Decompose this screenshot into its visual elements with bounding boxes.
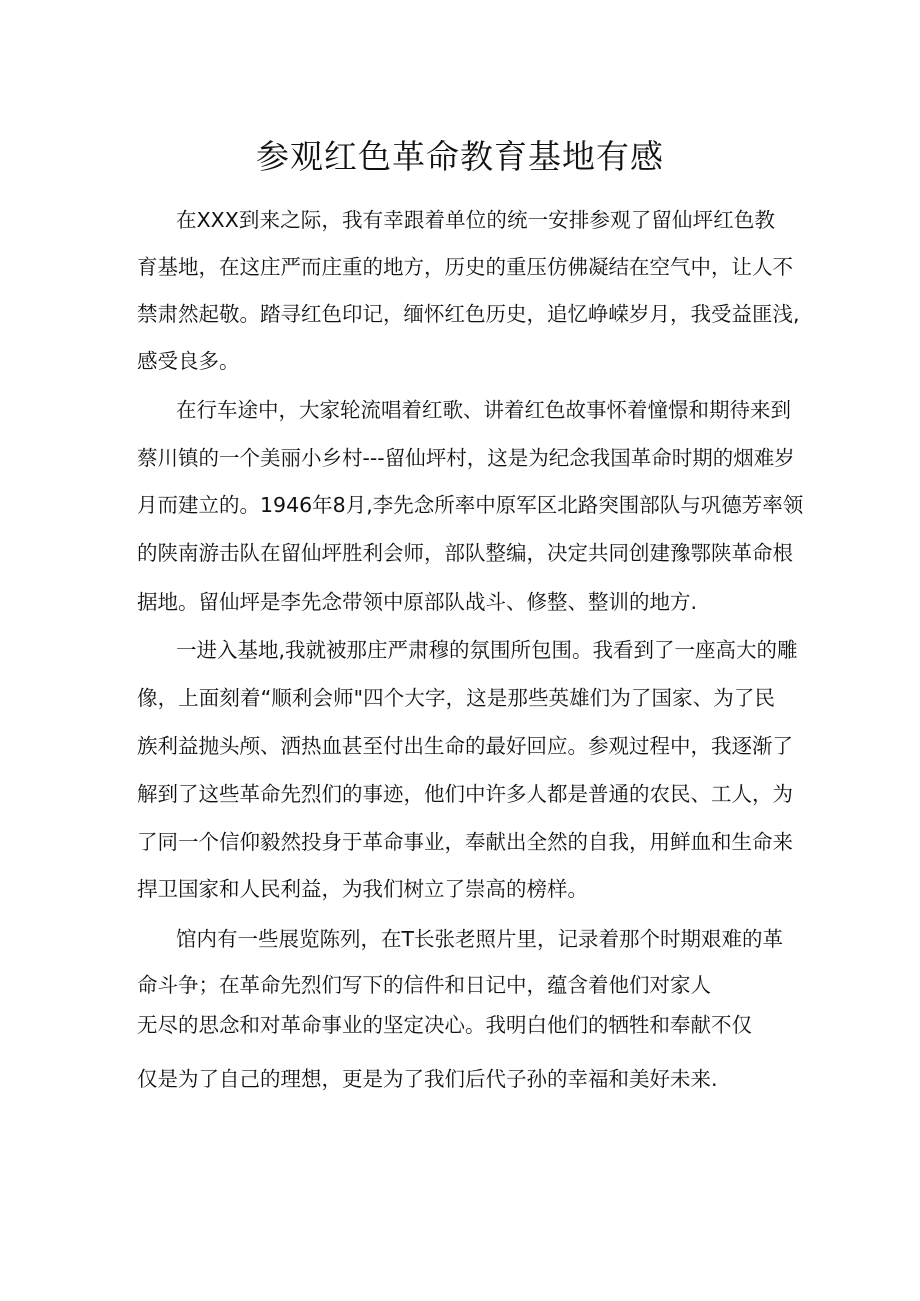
paragraph-4-line-1: 馆内有一些展览陈列，在T长张老照片里，记录着那个时期艰难的革 — [176, 927, 784, 951]
paragraph-3-line-6: 捍卫国家和人民利益，为我们树立了崇高的榜样。 — [137, 877, 588, 901]
paragraph-4-line-3: 无尽的思念和对革命事业的坚定决心。我明白他们的牺牲和奉献不仅 — [137, 1013, 752, 1037]
paragraph-2-line-5: 据地。留仙坪是李先念带领中原部队战斗、修整、整训的地方. — [137, 590, 698, 614]
paragraph-1-line-3: 禁肃然起敬。踏寻红色印记，缅怀红色历史，追忆峥嵘岁月，我受益匪浅, — [137, 302, 800, 326]
paragraph-3-line-2: 像，上面刻着“顺利会师"四个大字，这是那些英雄们为了国家、为了民 — [137, 686, 775, 710]
paragraph-2-line-2: 蔡川镇的一个美丽小乡村---留仙坪村，这是为纪念我国革命时期的烟难岁 — [137, 446, 795, 470]
paragraph-4-line-4: 仅是为了自己的理想，更是为了我们后代子孙的幸福和美好未来. — [137, 1067, 718, 1091]
paragraph-2-line-4: 的陕南游击队在留仙坪胜利会师，部队整编，决定共同创建豫鄂陕革命根 — [137, 541, 793, 565]
paragraph-1-line-4: 感受良多。 — [137, 349, 240, 373]
paragraph-1-line-2: 育基地，在这庄严而庄重的地方，历史的重压仿佛凝结在空气中，让人不 — [137, 255, 793, 279]
paragraph-3-line-3: 族利益抛头颅、洒热血甚至付出生命的最好回应。参观过程中，我逐渐了 — [137, 734, 793, 758]
paragraph-3-line-4: 解到了这些革命先烈们的事迹，他们中许多人都是普通的农民、工人，为 — [137, 782, 793, 806]
paragraph-2-line-3: 月而建立的。1946年8月,李先念所率中原军区北路突围部队与巩德芳率领 — [137, 493, 804, 517]
paragraph-1-line-1: 在XXX到来之际，我有幸跟着单位的统一安排参观了留仙坪红色教 — [176, 208, 775, 232]
paragraph-3-line-5: 了同一个信仰毅然投身于革命事业，奉献出全然的自我，用鲜血和生命来 — [137, 830, 793, 854]
paragraph-3-line-1: 一进入基地,我就被那庄严肃穆的氛围所包围。我看到了一座高大的雕 — [176, 638, 798, 662]
page-title: 参观红色革命教育基地有感 — [256, 137, 664, 176]
paragraph-4-line-2: 命斗争；在革命先烈们写下的信件和日记中，蕴含着他们对家人 — [137, 973, 711, 997]
paragraph-2-line-1: 在行车途中，大家轮流唱着红歌、讲着红色故事怀着憧憬和期待来到 — [176, 398, 791, 422]
